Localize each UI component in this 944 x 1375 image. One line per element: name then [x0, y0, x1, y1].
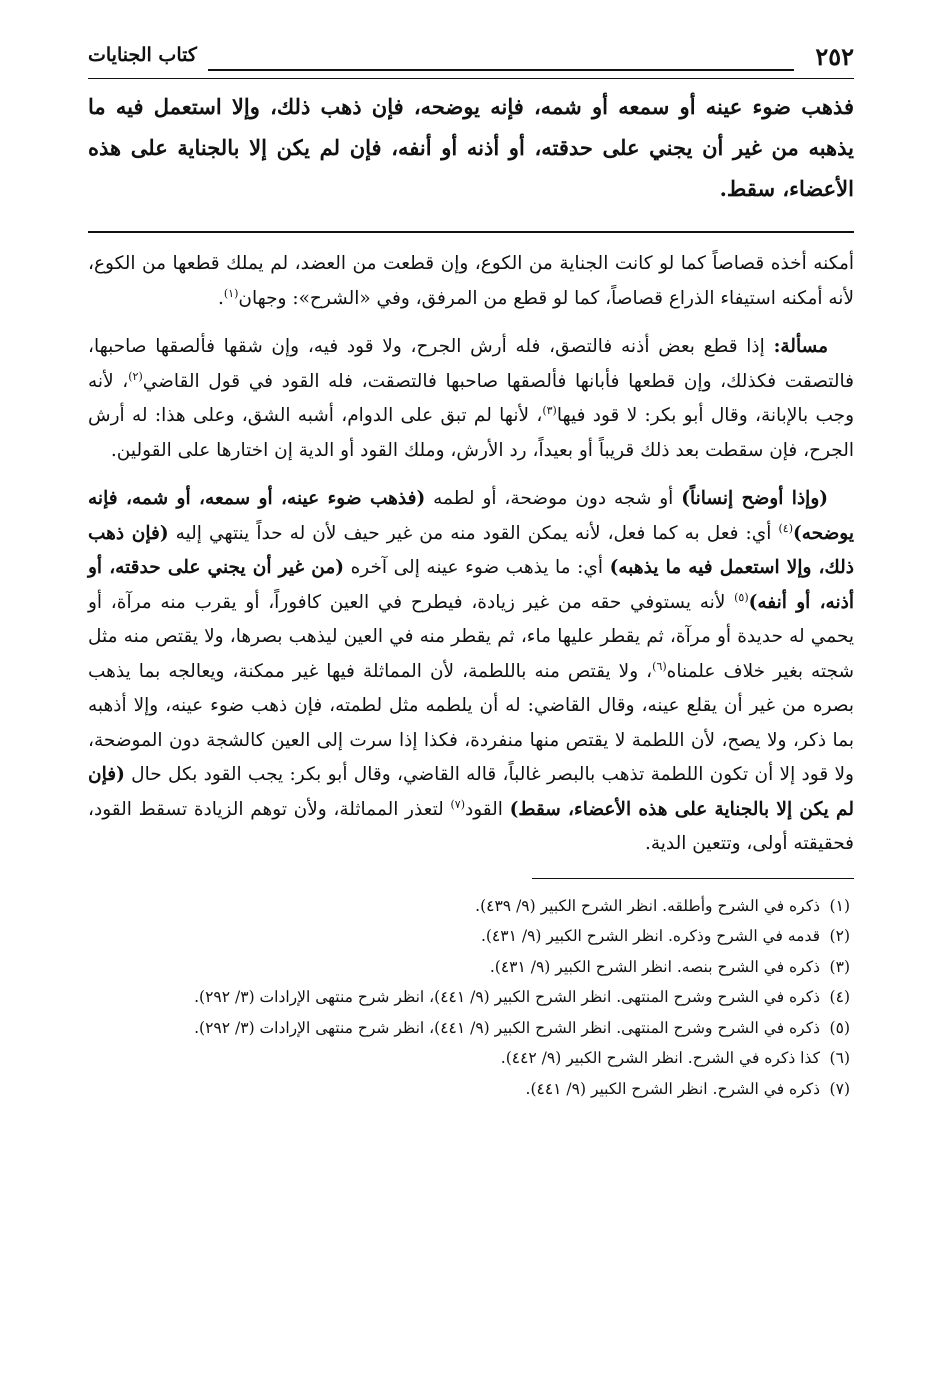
page-number: ٢٥٢	[815, 42, 854, 71]
footnote-text: ذكره في الشرح وشرح المنتهى. انظر الشرح الكبير (٩/ ٤٤١)، انظر شرح منتهى الإرادات (٣/ ٢٩٢).	[194, 988, 820, 1006]
footnote-number: (٤)	[829, 988, 850, 1006]
footnote-number: (٢)	[829, 927, 850, 945]
footnote-ref: (٦)	[652, 659, 667, 673]
matn-quote: (فإن لم يكن إلا بالجناية على هذه الأعضاء، سقط)	[88, 764, 854, 820]
matn-quote: (فإن ذهب ذلك، وإلا استعمل فيه ما يذهبه)	[88, 522, 854, 578]
footnote-text: ذكره في الشرح وأطلقه. انظر الشرح الكبير (٩/ ٤٣٩).	[475, 896, 820, 915]
matn-quote: (فذهب ضوء عينه، أو سمعه، أو شمه، فإنه يوضحه)	[88, 488, 855, 544]
footnote-number: (٥)	[829, 1018, 850, 1037]
footnote	[88, 1013, 854, 1044]
matn-separator	[88, 231, 854, 233]
footnote-ref: (١)	[223, 286, 239, 300]
sharh-text	[88, 247, 854, 862]
footnote-number: (٧)	[829, 1079, 850, 1098]
matn-quote: (وإذا أوضح إنساناً)	[681, 488, 829, 509]
footnote-number: (١)	[829, 896, 850, 915]
footnote-text: ذكره في الشرح بنصه. انظر الشرح الكبير (٩/ ٤٣١).	[489, 957, 820, 976]
header-bottom-rule	[88, 78, 854, 79]
footnote-text: ذكره في الشرح. انظر الشرح الكبير (٩/ ٤٤١).	[525, 1079, 820, 1098]
sharh-paragraph-1: أمكنه أخذه قصاصاً كما لو كانت الجناية من الكوع، وإن قطعت من العضد، لم يملك قطعها من الكوع، لأنه أمكنه استيفاء الذراع قصاصاً، كما لو قطع من المرفق، وفي «الشرح»: وجهان$^{(١)}$.	[88, 253, 854, 309]
footnote-ref: (٢)	[128, 369, 143, 383]
footnote-ref: (٧)	[450, 797, 466, 811]
book-title: كتاب الجنايات	[88, 44, 197, 66]
footnote-ref: (٤)	[778, 521, 793, 535]
footnote-number: (٦)	[829, 1049, 850, 1067]
footnote	[88, 921, 854, 952]
footnote	[88, 1043, 854, 1074]
page-header	[88, 38, 854, 78]
footnote	[88, 1074, 854, 1105]
footnote-number: (٣)	[829, 957, 850, 976]
footnote-rule	[532, 878, 854, 879]
footnote	[88, 982, 854, 1013]
book-page	[88, 38, 854, 1104]
footnote-text: قدمه في الشرح وذكره. انظر الشرح الكبير (٩/ ٤٣١).	[480, 927, 820, 945]
footnote-text: ذكره في الشرح وشرح المنتهى. انظر الشرح الكبير (٩/ ٤٤١)، انظر شرح منتهى الإرادات (٣/ ٢٩٢).	[194, 1018, 820, 1037]
footnote-ref: (٣)	[542, 403, 557, 417]
issue-label: مسألة:	[773, 336, 828, 357]
footnote-text: كذا ذكره في الشرح. انظر الشرح الكبير (٩/ ٤٤٢).	[500, 1049, 820, 1067]
header-rule	[208, 69, 794, 71]
footnote	[88, 891, 854, 922]
footnote-ref: (٥)	[734, 590, 749, 604]
footnote	[88, 952, 854, 983]
matn-paragraph: فذهب ضوء عينه أو سمعه أو شمه، فإنه يوضحه، فإن ذهب ذلك، وإلا استعمل فيه ما يذهبه من غير أن يجني على حدقته، أو أذنه أو أنفه، فإن لم يكن إلا بالجناية على هذه الأعضاء، سقط.	[88, 94, 854, 201]
sharh-paragraph-2: مسألة: إذا قطع بعض أذنه فالتصق، فله أرش الجرح، ولا قود فيه، وإن شقها فألصقها صاحبها، فالتصقت فكذلك، وإن قطعها فأبانها فألصقها صاحبها فالتصقت، فله القود في قول القاضي$^{(٢)}$، لأنه وجب بالإبانة، وقال أبو بكر: لا قود فيها$^{(٣)}$، لأنها لم تبق على الدوام، أشبه الشق، وعلى هذا: له أرش الجرح، فإن سقطت بعد ذلك قريباً أو بعيداً، رد الأرش، وملك القود أو الدية إن اختارها على القولين.	[88, 336, 854, 461]
sharh-paragraph-3: (وإذا أوضح إنساناً) أو شجه دون موضحة، أو لطمه (فذهب ضوء عينه، أو سمعه، أو شمه، فإنه يوضحه)$^{(٤)}$ أي: فعل به كما فعل، لأنه يمكن القود منه من غير حيف لأن له حداً ينتهي إليه (فإن ذهب ذلك، وإلا استعمل فيه ما يذهبه) أي: ما يذهب ضوء عينه إلى آخره (من غير أن يجني على حدقته، أو أذنه، أو أنفه)$^{(٥)}$ لأنه يستوفي حقه من غير زيادة، فيطرح في العين كافوراً، أو يقرب منه مرآة، أو يحمي له حديدة أو مرآة، ثم يقطر عليها ماء، ثم يقطر منه في العين ليذهب بصرها، ولا يقتص منه مثل شجته بغير خلاف علمناه$^{(٦)}$، ولا يقتص منه باللطمة، لأن المماثلة فيها غير ممكنة، ويعالجه بما يذهب بصره من غير أن يقلع عينه، وقال القاضي: له أن يلطمه مثل لطمته، فإن ذهب ضوء عينه، وإلا أذهبه بما ذكر، ولا يصح، لأن اللطمة لا يقتص منها منفردة، فكذا إذا سرت إلى العين كالشجة دون الموضحة، ولا قود إلا أن تكون اللطمة تذهب بالبصر غالباً، قاله القاضي، وقال أبو بكر: يجب القود بكل حال (فإن لم يكن إلا بالجناية على هذه الأعضاء، سقط) القود$^{(٧)}$ لتعذر المماثلة، ولأن توهم الزيادة تسقط القود، فحقيقته أولى، وتتعين الدية.	[88, 488, 855, 854]
matn-quote: (من غير أن يجني على حدقته، أو أذنه، أو أنفه)	[88, 557, 854, 613]
matn-text	[88, 86, 854, 209]
footnotes	[88, 891, 854, 1105]
